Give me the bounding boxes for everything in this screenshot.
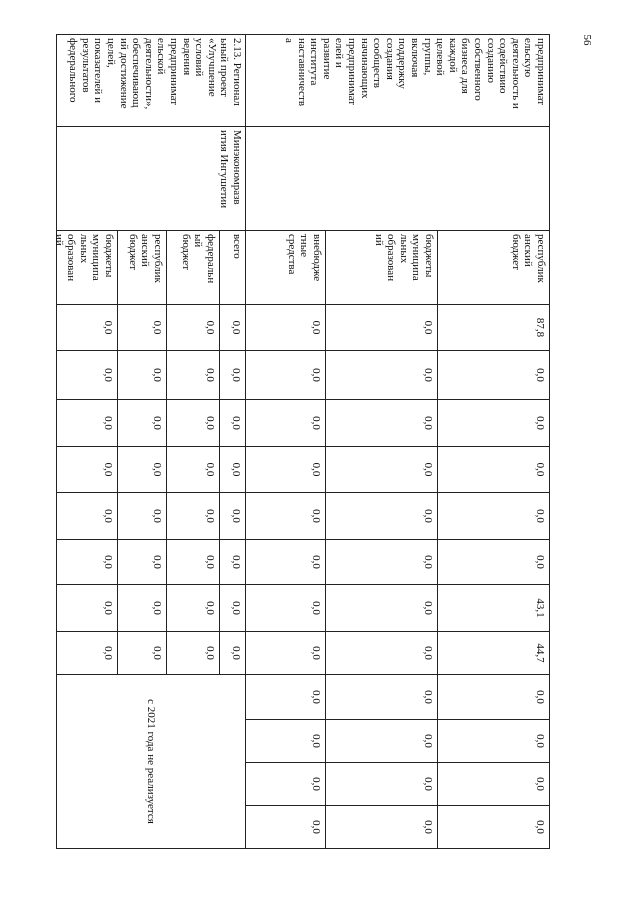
value-cell: 0,0	[246, 719, 326, 762]
budget-table	[52, 34, 550, 849]
source-cell: федеральн ый бюджет	[167, 230, 220, 304]
value-cell: 0,0	[220, 304, 246, 350]
value-cell: 0,0	[167, 446, 220, 492]
value-cell: 0,0	[246, 631, 326, 674]
value-cell: 0,0	[56, 492, 118, 539]
value-cell: 0,0	[167, 492, 220, 539]
value-cell: 0,0	[56, 584, 118, 631]
value-cell: 0,0	[220, 492, 246, 539]
value-cell: 0,0	[56, 350, 118, 399]
source-cell: бюджеты муниципа льных образован ий	[326, 230, 438, 304]
source-cell: всего	[220, 230, 246, 304]
value-cell: 0,0	[246, 446, 326, 492]
value-cell: 0,0	[56, 399, 118, 446]
value-cell: 0,0	[326, 350, 438, 399]
value-cell: 0,0	[438, 350, 550, 399]
value-cell: 0,0	[220, 399, 246, 446]
value-cell: 0,0	[438, 399, 550, 446]
executor-cell: Минэкономразв ития Ингушетии	[56, 126, 246, 230]
value-cell: 0,0	[167, 304, 220, 350]
value-cell: 0,0	[246, 674, 326, 719]
value-cell: 0,0	[326, 584, 438, 631]
value-cell: 87,8	[438, 304, 550, 350]
value-cell: 0,0	[118, 492, 167, 539]
value-cell: 0,0	[326, 674, 438, 719]
value-cell: 0,0	[246, 584, 326, 631]
source-cell: республик анский бюджет	[118, 230, 167, 304]
executor-cell	[246, 126, 550, 230]
value-cell: 0,0	[118, 584, 167, 631]
value-cell: 44,7	[438, 631, 550, 674]
value-cell: 0,0	[167, 631, 220, 674]
value-cell: 0,0	[438, 805, 550, 849]
value-cell: 0,0	[246, 304, 326, 350]
value-cell: 0,0	[220, 350, 246, 399]
value-cell: 0,0	[56, 631, 118, 674]
value-cell: 0,0	[167, 584, 220, 631]
value-cell: 0,0	[118, 304, 167, 350]
value-cell: 0,0	[167, 399, 220, 446]
value-cell: 0,0	[326, 304, 438, 350]
value-cell: 0,0	[167, 539, 220, 584]
value-cell: 0,0	[220, 631, 246, 674]
value-cell: 0,0	[246, 399, 326, 446]
value-cell: 43,1	[438, 584, 550, 631]
value-cell: 0,0	[438, 539, 550, 584]
value-cell: 0,0	[118, 399, 167, 446]
measure-description-cell: предпринимат ельскую деятельность и содействию созданию собственного бизнеса для каждой целевой группы, включая поддержку создания сообществ начинающих предпринимат елей и развитие института наставничеств а	[246, 34, 550, 126]
value-cell: 0,0	[220, 539, 246, 584]
source-cell: внебюдже тные средства	[246, 230, 326, 304]
value-cell: 0,0	[118, 631, 167, 674]
source-cell: бюджеты муниципа льных образован ий	[56, 230, 118, 304]
value-cell: 0,0	[326, 805, 438, 849]
value-cell: 0,0	[220, 584, 246, 631]
value-cell: 0,0	[438, 762, 550, 805]
rotated-page-area	[52, 34, 550, 849]
value-cell: 0,0	[220, 446, 246, 492]
value-cell: 0,0	[118, 446, 167, 492]
project-description-cell: 2.13. Регионал ьный проект «Улучшение условий ведения предпринимат ельской деятельности», обеспечивающ ий достижение целей, показателей и результатов федерального	[56, 34, 246, 126]
value-cell: 0,0	[326, 539, 438, 584]
value-cell: 0,0	[56, 539, 118, 584]
value-cell: 0,0	[438, 674, 550, 719]
value-cell: 0,0	[326, 719, 438, 762]
value-cell: 0,0	[326, 446, 438, 492]
value-cell: 0,0	[326, 631, 438, 674]
value-cell: 0,0	[326, 492, 438, 539]
value-cell: 0,0	[56, 446, 118, 492]
value-cell: 0,0	[326, 399, 438, 446]
value-cell: 0,0	[246, 539, 326, 584]
value-cell: 0,0	[246, 492, 326, 539]
value-cell: 0,0	[118, 350, 167, 399]
not-implemented-note: с 2021 года не реализуется	[145, 699, 158, 824]
merged-note-cell	[56, 674, 246, 849]
value-cell: 0,0	[438, 719, 550, 762]
value-cell: 0,0	[438, 446, 550, 492]
value-cell: 0,0	[167, 350, 220, 399]
source-cell: республик анский бюджет	[438, 230, 550, 304]
value-cell: 0,0	[246, 805, 326, 849]
value-cell: 0,0	[326, 762, 438, 805]
value-cell: 0,0	[246, 762, 326, 805]
value-cell: 0,0	[118, 539, 167, 584]
value-cell: 0,0	[438, 492, 550, 539]
page-number: 56	[581, 34, 593, 46]
value-cell: 0,0	[246, 350, 326, 399]
value-cell: 0,0	[56, 304, 118, 350]
